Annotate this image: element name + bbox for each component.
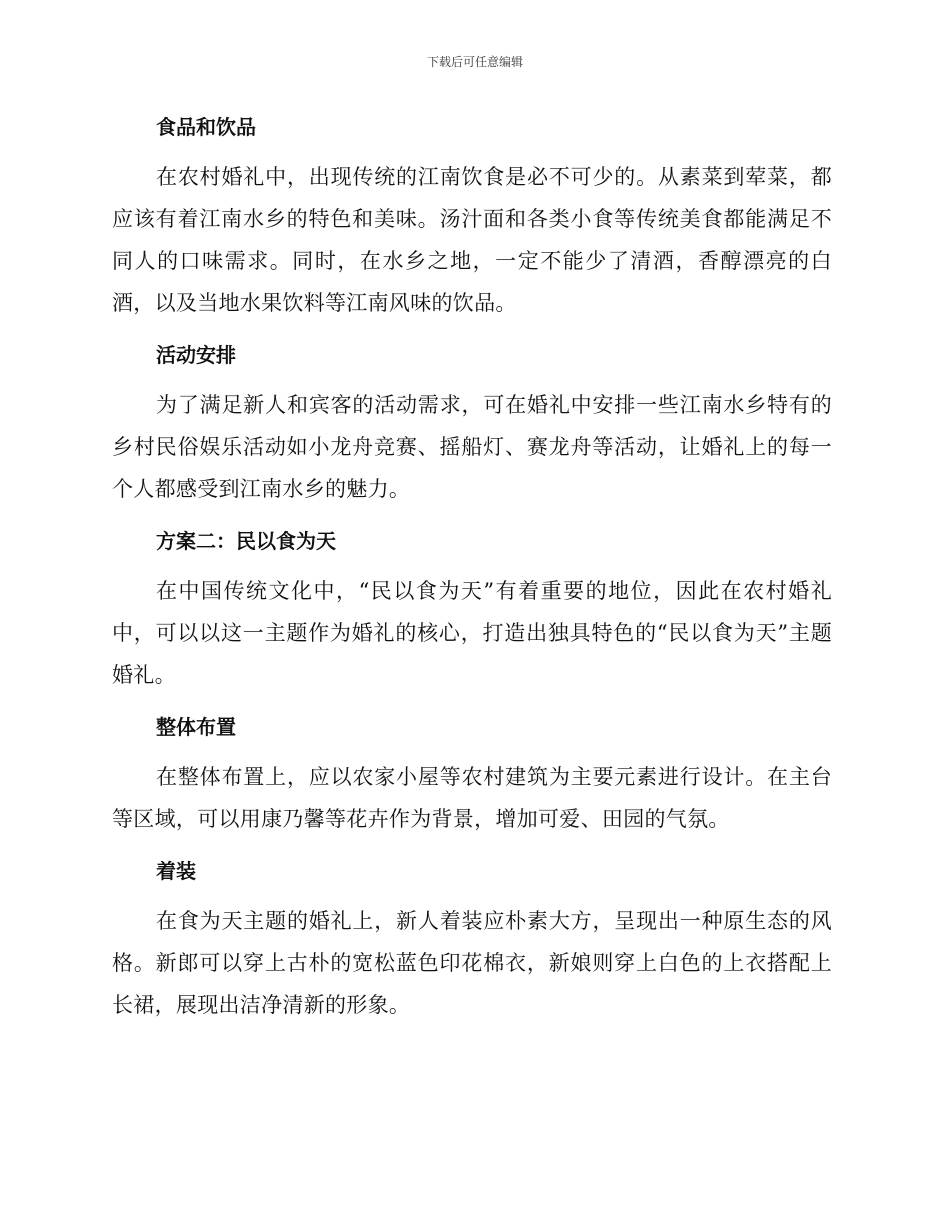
section-paragraph-attire: 在食为天主题的婚礼上，新人着装应朴素大方，呈现出一种原生态的风格。新郎可以穿上古朴的宽松蓝色印花棉衣，新娘则穿上白色的上衣搭配上长裙，展现出洁净清新的形象。	[112, 909, 832, 1017]
section-heading-food-drinks: 食品和饮品	[156, 115, 256, 139]
section-paragraph-layout: 在整体布置上，应以农家小屋等农村建筑为主要元素进行设计。在主台等区域，可以用康乃馨等花卉作为背景，增加可爱、田园的气氛。	[112, 765, 832, 831]
section-paragraph-plan-two: 在中国传统文化中，“民以食为天”有着重要的地位，因此在农村婚礼中，可以以这一主题作为婚礼的核心，打造出独具特色的“民以食为天”主题婚礼。	[112, 579, 832, 687]
document-body	[112, 110, 832, 1040]
section-heading-plan-two: 方案二：民以食为天	[156, 529, 336, 553]
section-paragraph-food-drinks: 在农村婚礼中，出现传统的江南饮食是必不可少的。从素菜到荤菜，都应该有着江南水乡的特色和美味。汤汁面和各类小食等传统美食都能满足不同人的口味需求。同时，在水乡之地，一定不能少了清酒，香醇漂亮的白酒，以及当地水果饮料等江南风味的饮品。	[112, 165, 832, 315]
section-heading-layout: 整体布置	[156, 715, 236, 739]
section-paragraph-activities: 为了满足新人和宾客的活动需求，可在婚礼中安排一些江南水乡特有的乡村民俗娱乐活动如小龙舟竞赛、摇船灯、赛龙舟等活动，让婚礼上的每一个人都感受到江南水乡的魅力。	[112, 393, 832, 501]
section-heading-attire: 着装	[156, 859, 196, 883]
page-header: 下载后可任意编辑	[426, 55, 523, 69]
section-heading-activities: 活动安排	[156, 343, 236, 367]
